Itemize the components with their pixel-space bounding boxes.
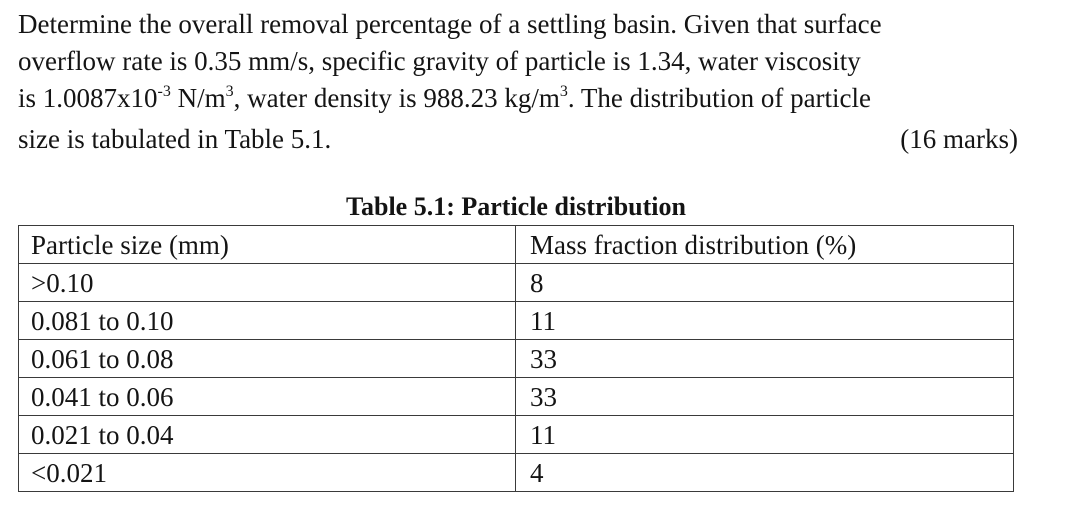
mass-fraction-cell: 11 [516,302,1014,340]
question-line-2: overflow rate is 0.35 mm/s, specific gravity of particle is 1.34, water viscosity [18,46,861,76]
viscosity-unit-exponent: 3 [225,83,234,100]
table-row [19,302,1014,340]
question-line-4 [18,121,1018,158]
particle-distribution-table [18,225,1014,492]
question-line-3-part-4: . The distribution of particle [567,83,872,113]
density-unit-exponent: 3 [559,83,568,100]
table-header-row [19,226,1014,264]
viscosity-exponent: -3 [157,83,171,100]
particle-size-cell: 0.081 to 0.10 [19,302,516,340]
table-caption: Table 5.1: Particle distribution [346,192,686,221]
question-line-1: Determine the overall removal percentage of a settling basin. Given that surface [18,9,882,39]
marks-label: (16 marks) [900,124,1018,154]
table-row [19,340,1014,378]
particle-size-cell: >0.10 [19,264,516,302]
particle-size-cell: 0.021 to 0.04 [19,416,516,454]
question-line-3-part-2: N/m [170,83,226,113]
question-line-3-part-1: is 1.0087x10 [18,83,158,113]
question-line-3-part-3: , water density is 988.23 kg/m [233,83,560,113]
question-text [18,6,1018,158]
table-row [19,378,1014,416]
mass-fraction-cell: 11 [516,416,1014,454]
particle-size-cell: 0.061 to 0.08 [19,340,516,378]
particle-size-cell: <0.021 [19,454,516,492]
mass-fraction-cell: 8 [516,264,1014,302]
particle-size-cell: 0.041 to 0.06 [19,378,516,416]
mass-fraction-cell: 4 [516,454,1014,492]
question-line-4-text: size is tabulated in Table 5.1. [18,124,332,154]
question-line-3 [18,80,1018,121]
table-row [19,264,1014,302]
table-row [19,454,1014,492]
header-mass-fraction: Mass fraction distribution (%) [516,226,1014,264]
table-row [19,416,1014,454]
mass-fraction-cell: 33 [516,340,1014,378]
mass-fraction-cell: 33 [516,378,1014,416]
header-particle-size: Particle size (mm) [19,226,516,264]
